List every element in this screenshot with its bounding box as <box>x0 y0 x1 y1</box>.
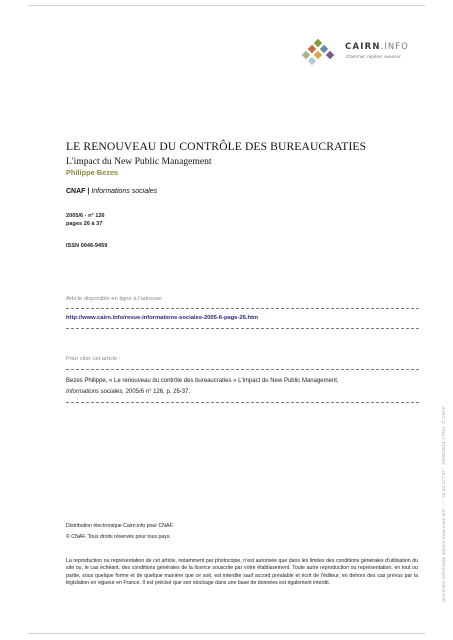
cairn-diamond-icon <box>302 39 342 67</box>
publisher-name[interactable]: CNAF <box>66 188 86 195</box>
logo-suffix: .INFO <box>380 42 409 52</box>
article-url-link[interactable]: http://www.cairn.info/revue-informations-sociales-2005-6-page-26.htm <box>66 315 259 321</box>
publisher-line <box>66 188 157 195</box>
article-subtitle: L'impact du New Public Management <box>66 156 212 167</box>
top-rule <box>28 5 425 6</box>
publisher-separator: | <box>85 188 92 195</box>
logo-tagline: Chercher, repérer, avancer. <box>346 54 402 59</box>
issue-number: 2005/6 - n° 126 <box>66 213 105 219</box>
article-author[interactable]: Philippe Bezes <box>66 168 119 177</box>
dashed-divider <box>66 402 419 403</box>
citation-line-2 <box>66 389 190 395</box>
bottom-rule <box>28 633 425 634</box>
citation-details: 2005/6 n° 126, p. 26-37. <box>124 389 191 395</box>
journal-name[interactable]: Informations sociales <box>91 188 158 195</box>
citation-label: Pour citer cet article : <box>66 356 121 362</box>
copyright-line: © CNAF. Tous droits réservés pour tous pays. <box>66 534 171 540</box>
legal-notice: La reproduction ou représentation de cet article, notamment par photocopie, n'est autorisée que dans les limites des conditions générales d'utilisation du site ou, le cas échéant, des conditions générales de la licence souscrite par votre établissement. Toute autre reproduction ou représentation, en tout ou partie, sous quelque forme et de quelque manière que ce soit, est interdite sauf accord préalable et écrit de l'éditeur, en dehors des cas prévus par la législation en vigueur en France. Il est précisé que son stockage dans une base de données est également interdit. <box>66 558 418 586</box>
article-title: LE RENOUVEAU DU CONTRÔLE DES BUREAUCRATIES <box>66 140 367 153</box>
logo-name: CAIRN.INFO <box>345 42 409 52</box>
dashed-divider <box>66 369 419 370</box>
cairn-logo[interactable] <box>302 39 422 67</box>
citation-line-1: Bezes Philippe, « Le renouveau du contrôle des bureaucraties » L'impact du New Public Management, <box>66 378 339 384</box>
dashed-divider <box>66 308 419 309</box>
availability-label: Article disponible en ligne à l'adresse: <box>66 296 163 302</box>
download-watermark: Document téléchargé depuis www.cairn.info - - - 93.20.177.37 - 19/08/2013 17h34. © CNAF <box>441 406 446 602</box>
citation-journal: Informations sociales, <box>66 389 125 395</box>
issn: ISSN 0046-9459 <box>66 243 108 249</box>
distribution-line: Distribution électronique Cairn.info pour CNAF. <box>66 523 174 529</box>
page-range: pages 26 à 37 <box>66 221 103 227</box>
dashed-divider <box>66 328 419 329</box>
